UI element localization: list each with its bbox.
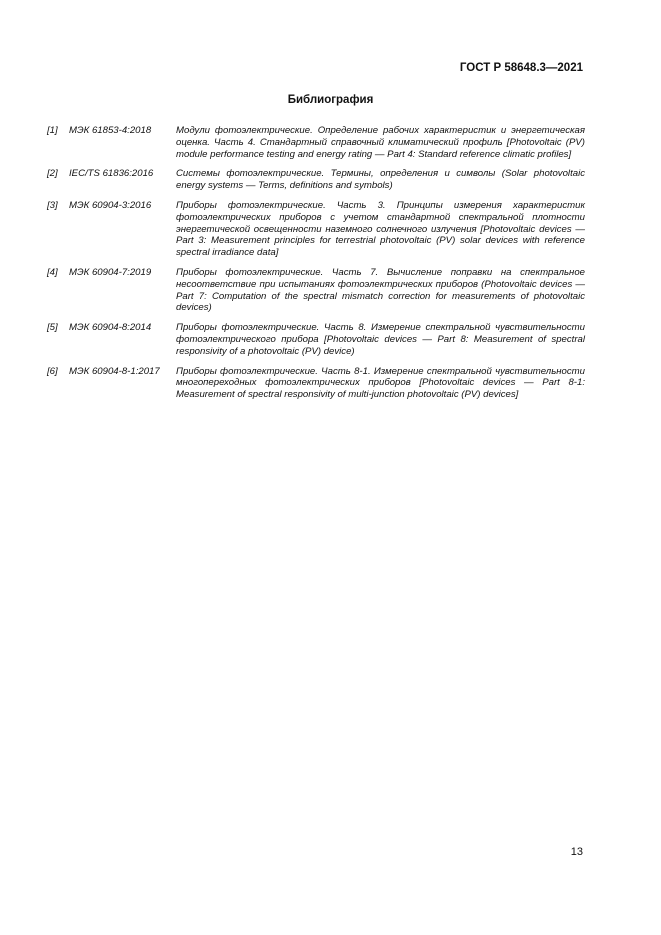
bibliography-entry [47,322,585,357]
entry-standard: IEC/TS 61836:2016 [69,168,154,180]
entry-description: Приборы фотоэлектрические. Часть 3. Принципы измерения характеристик фотоэлектрических приборов с учетом стандартной спектральной плотности энергетической освещенности наземного солнечного излучения [Photovoltaic devices — Part 3: Measurement principles for terrestrial photovoltaic (PV) solar devices with reference spectral irradiance data] [176,199,585,259]
entry-standard: МЭК 60904-7:2019 [69,266,152,278]
entry-number: [3] [47,199,58,211]
entry-number: [1] [47,125,58,136]
entry-description: Приборы фотоэлектрические. Часть 8-1. Измерение спектральной чувствительности многопереходных фотоэлектрических приборов [Photovoltaic devices — Part 8-1: Measurement of spectral responsivity of multi-junction photovoltaic (PV) devices] [176,365,585,401]
entry-description: Приборы фотоэлектрические. Часть 7. Вычисление поправки на спектральное несоответствие при испытаниях фотоэлектрических приборов (Photovoltaic devices — Part 7: Computation of the spectral mismatch correction for measurements of photovoltaic devices) [176,266,585,314]
bibliography-entry [47,168,585,192]
entry-number: [4] [47,266,58,278]
bibliography-entry [47,200,585,259]
bibliography-entry [47,267,585,314]
bibliography-list [47,125,585,409]
entry-number: [5] [47,322,58,334]
entry-standard: МЭК 60904-3:2016 [69,199,152,211]
bibliography-entry [47,366,585,401]
entry-description: Модули фотоэлектрические. Определение рабочих характеристик и энергетическая оценка. Часть 4. Стандартный справочный климатический профиль [Photovoltaic (PV) module performance testing and energy rating — Part 4: Standard reference climatic profiles] [176,125,585,160]
entry-standard: МЭК 60904-8:2014 [69,322,152,334]
entry-number: [6] [47,365,58,377]
entry-standard: МЭК 61853-4:2018 [69,125,152,136]
entry-number: [2] [47,168,58,180]
entry-description: Приборы фотоэлектрические. Часть 8. Измерение спектральной чувствительности фотоэлектрического прибора [Photovoltaic devices — Part 8: Measurement of spectral responsivity of a photovoltaic (PV) device) [176,322,585,357]
entry-description: Системы фотоэлектрические. Термины, определения и символы (Solar photovoltaic energy systems — Terms, definitions and symbols) [176,168,585,192]
bibliography-entry [47,125,585,160]
entry-standard: МЭК 60904-8-1:2017 [69,365,160,377]
document-code: ГОСТ Р 58648.3—2021 [459,62,583,74]
page-number: 13 [570,846,583,858]
page-title: Библиография [287,94,374,106]
